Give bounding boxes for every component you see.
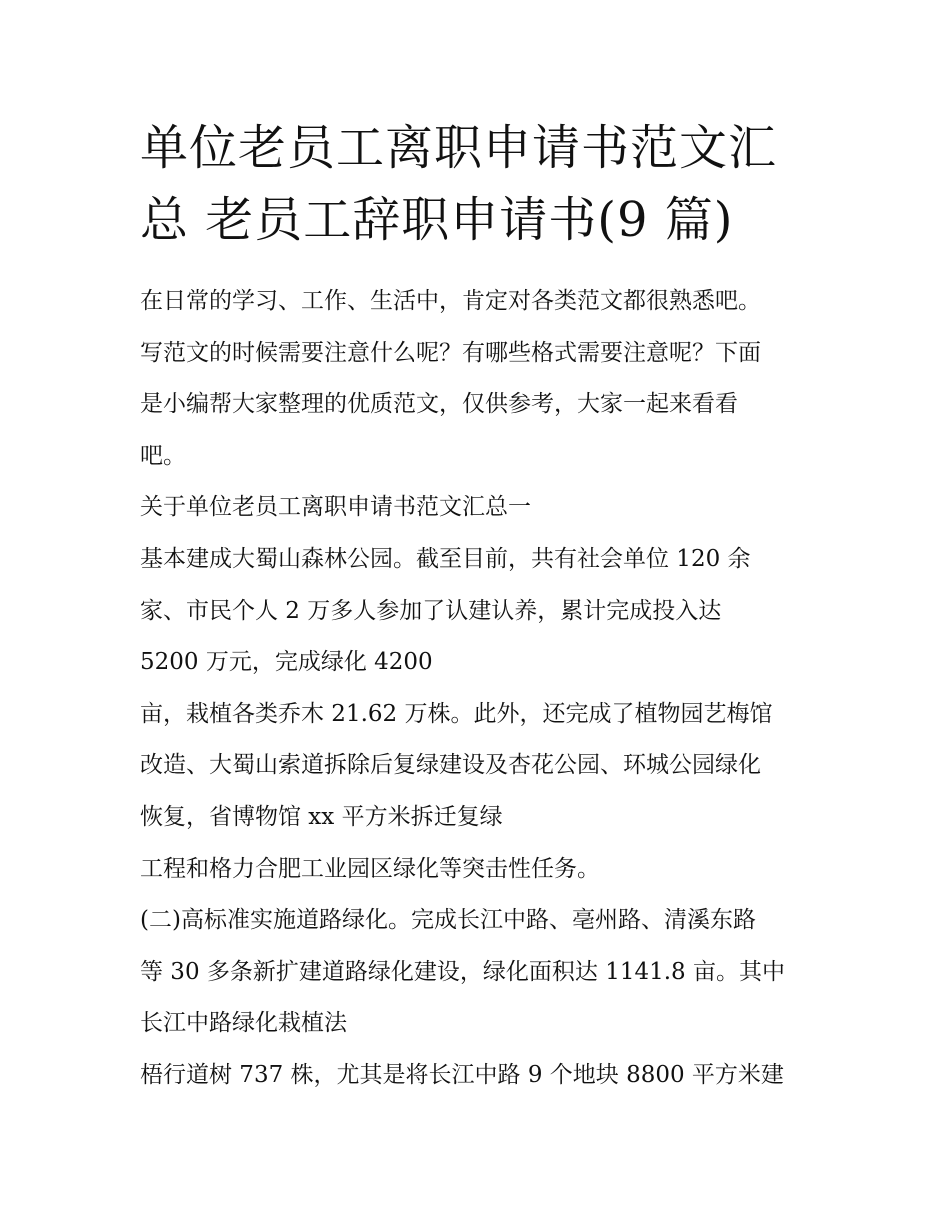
body-line: 长江中路绿化栽植法 — [140, 1010, 347, 1037]
body-line: (二)高标准实施道路绿化。完成长江中路、亳州路、清溪东路 — [140, 907, 756, 934]
body-line: 吧。 — [140, 442, 186, 469]
body-line: 家、市民个人 2 万多人参加了认建认养，累计完成投入达 — [140, 597, 722, 624]
body-line: 梧行道树 737 株，尤其是将长江中路 9 个地块 8800 平方米建 — [140, 1061, 784, 1088]
body-line: 写范文的时候需要注意什么呢？有哪些格式需要注意呢？下面 — [140, 339, 761, 366]
document-title — [140, 112, 840, 256]
body-line: 工程和格力合肥工业园区绿化等突击性任务。 — [140, 855, 600, 882]
body-line: 基本建成大蜀山森林公园。截至目前，共有社会单位 120 余 — [140, 545, 751, 572]
body-line: 是小编帮大家整理的优质范文，仅供参考，大家一起来看看 — [140, 391, 738, 418]
document-body — [140, 276, 830, 1102]
title-line-2: 总 老员工辞职申请书(9 篇) — [140, 192, 734, 248]
body-line: 在日常的学习、工作、生活中，肯定对各类范文都很熟悉吧。 — [140, 288, 761, 314]
section-heading: 关于单位老员工离职申请书范文汇总一 — [140, 494, 531, 521]
body-line: 亩，栽植各类乔木 21.62 万株。此外，还完成了植物园艺梅馆 — [140, 700, 773, 727]
body-line: 恢复，省博物馆 xx 平方米拆迁复绿 — [140, 803, 503, 830]
title-line-1: 单位老员工离职申请书范文汇 — [140, 120, 778, 176]
body-line: 改造、大蜀山索道拆除后复绿建设及杏花公园、环城公园绿化 — [140, 752, 761, 779]
body-line: 5200 万元，完成绿化 4200 — [140, 649, 433, 676]
body-line: 等 30 多条新扩建道路绿化建设，绿化面积达 1141.8 亩。其中 — [140, 958, 785, 985]
